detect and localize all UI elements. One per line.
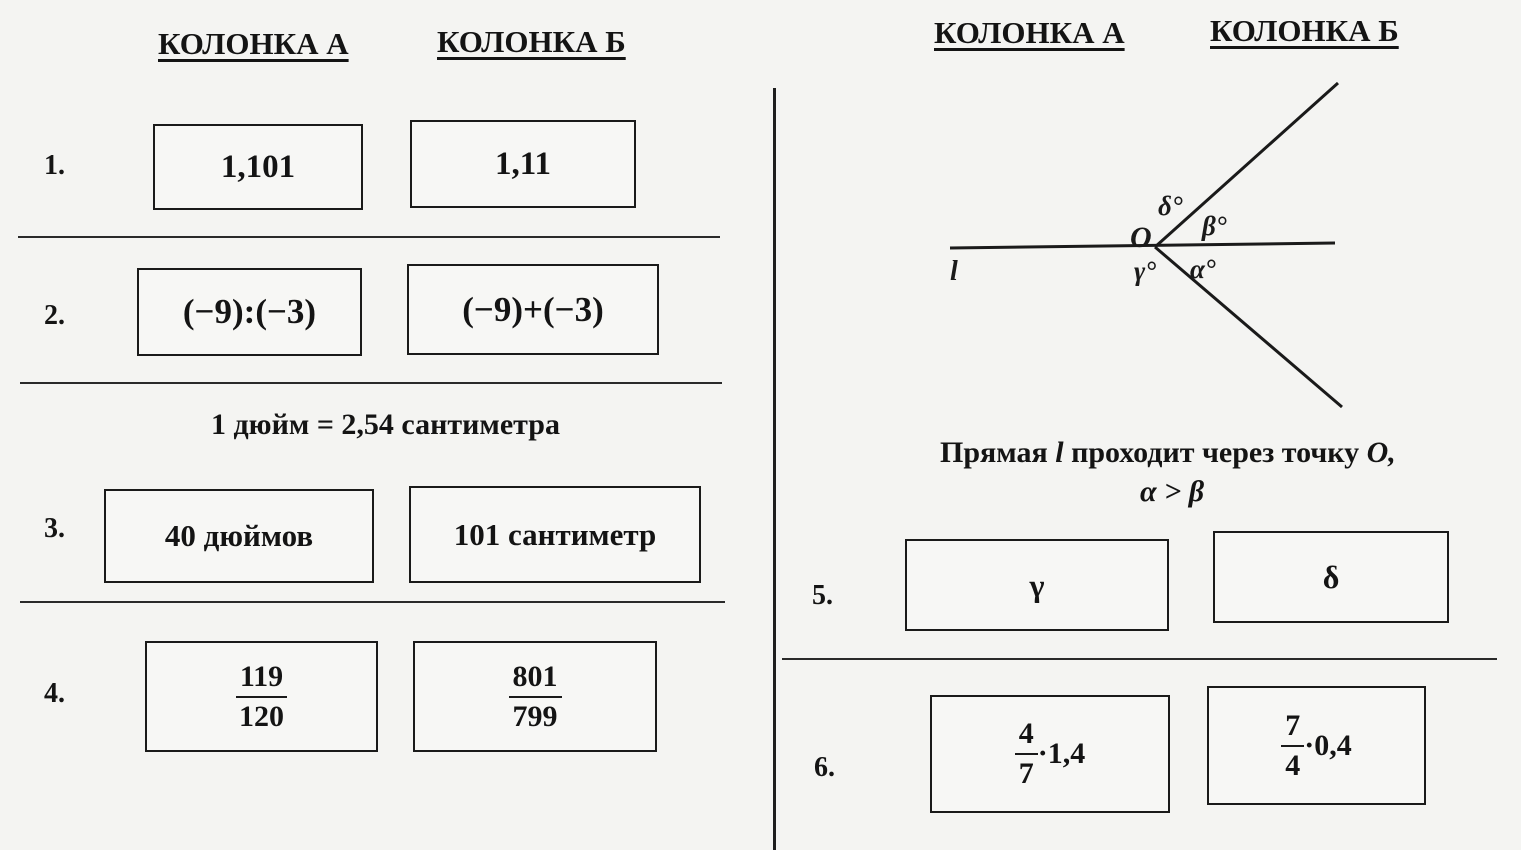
angle-figure bbox=[930, 75, 1370, 420]
item-3-value-b: 101 сантиметр bbox=[453, 516, 657, 552]
item-2-number: 2. bbox=[44, 300, 65, 331]
item-6-numerator-b: 7 bbox=[1281, 711, 1304, 747]
item-4-fraction-b bbox=[509, 659, 562, 733]
angle-delta-label: δ° bbox=[1158, 191, 1183, 221]
item-3-column-a bbox=[104, 489, 374, 583]
item-6-numerator-a: 4 bbox=[1015, 719, 1038, 755]
item-4-denominator-a: 120 bbox=[239, 699, 284, 733]
right-header-column-b: КОЛОНКА Б bbox=[1210, 13, 1399, 48]
item-4-column-a bbox=[145, 641, 378, 752]
item-6-denominator-b: 4 bbox=[1285, 748, 1301, 782]
page-gutter-line bbox=[773, 88, 776, 850]
item-6-tail-b: ·0,4 bbox=[1304, 728, 1352, 762]
item-1-column-b bbox=[410, 120, 636, 208]
item-6-denominator-a: 7 bbox=[1018, 757, 1034, 790]
condition-point-symbol: O, bbox=[1366, 436, 1396, 469]
point-o-label: O bbox=[1130, 221, 1152, 254]
item-4-fraction-a bbox=[235, 659, 288, 733]
item-6-column-a bbox=[930, 695, 1170, 813]
item-4-denominator-b: 799 bbox=[512, 699, 558, 733]
item-5-number: 5. bbox=[812, 580, 833, 611]
item-2-column-b bbox=[407, 264, 659, 355]
item-6-tail-a: ·1,4 bbox=[1037, 737, 1086, 770]
item-3-column-b bbox=[409, 486, 701, 583]
item-2-value-b: (−9)+(−3) bbox=[462, 289, 604, 329]
item-1-value-a: 1,101 bbox=[220, 148, 296, 185]
left-header-column-a: КОЛОНКА А bbox=[158, 26, 349, 61]
item-4-numerator-a: 119 bbox=[236, 662, 287, 698]
item-3-number: 3. bbox=[44, 513, 65, 544]
divider-2-3 bbox=[20, 382, 722, 384]
item-1-number: 1. bbox=[44, 150, 65, 181]
right-header-column-a: КОЛОНКА А bbox=[934, 15, 1125, 50]
ray-upper-right bbox=[1155, 83, 1338, 247]
condition-word-2: проходит через точку bbox=[1071, 436, 1360, 469]
angle-beta-label: β° bbox=[1202, 211, 1227, 241]
item-5-value-a: γ bbox=[1029, 566, 1045, 603]
item-6-number: 6. bbox=[814, 752, 835, 783]
angle-gamma-label: γ° bbox=[1134, 256, 1157, 286]
item-5-column-b bbox=[1213, 531, 1449, 623]
item-4-numerator-b: 801 bbox=[509, 662, 562, 698]
angle-alpha-label: α° bbox=[1190, 254, 1216, 284]
divider-3-4 bbox=[20, 601, 725, 603]
item-5-column-a bbox=[905, 539, 1169, 631]
item-6-column-b bbox=[1207, 686, 1426, 805]
item-3-condition: 1 дюйм = 2,54 сантиметра bbox=[211, 408, 560, 441]
item-1-value-b: 1,11 bbox=[495, 145, 551, 182]
item-6-fraction-a bbox=[1015, 719, 1038, 789]
divider-1-2 bbox=[18, 236, 720, 238]
left-header-column-b: КОЛОНКА Б bbox=[437, 24, 626, 59]
divider-5-6 bbox=[782, 658, 1497, 660]
item-4-column-b bbox=[413, 641, 657, 752]
item-2-column-a bbox=[137, 268, 362, 356]
condition-line-symbol: l bbox=[1055, 436, 1064, 469]
figure-condition-line-1 bbox=[940, 436, 1396, 470]
item-1-column-a bbox=[153, 124, 363, 210]
item-6-fraction-b bbox=[1281, 708, 1304, 782]
figure-condition-inequality: α > β bbox=[1140, 475, 1205, 508]
ray-lower-right bbox=[1155, 247, 1342, 407]
condition-word-1: Прямая bbox=[940, 436, 1048, 469]
item-4-number: 4. bbox=[44, 678, 65, 709]
line-l-label: l bbox=[950, 256, 958, 287]
item-3-value-a: 40 дюймов bbox=[164, 518, 314, 553]
item-2-value-a: (−9):(−3) bbox=[182, 292, 317, 331]
item-5-value-b: δ bbox=[1322, 558, 1340, 595]
